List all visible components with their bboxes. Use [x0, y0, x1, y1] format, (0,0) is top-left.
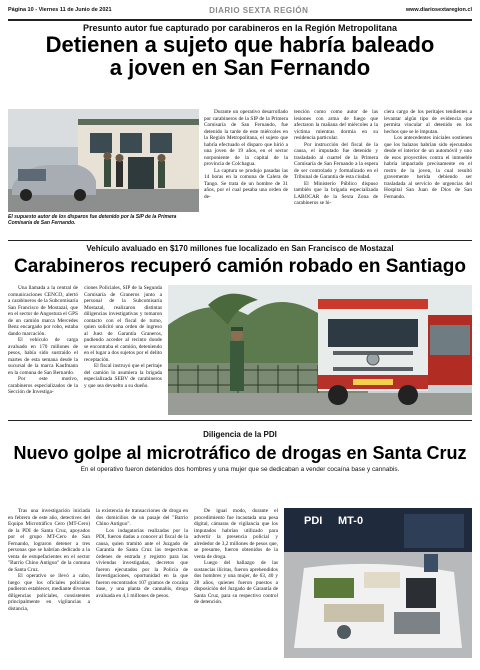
- article1-headline-line1: Detienen a sujeto que habría baleado: [45, 32, 435, 57]
- paragraph: El operativo se llevó a cabo, luego que los oficiales policiales pudieron establecer, mediante diversas diligencias policiales, consistentes principalmente en vigilancias a distancia,: [8, 573, 90, 612]
- paragraph: Por instrucción del fiscal de la causa, el imputado fue detenido y trasladado al cuartel de la Primera Comisaría de San Fernando a la espera de ser controlado y formalizado en el Tribunal de Garantía de esta ciudad.: [294, 141, 378, 180]
- article1-column-1: [204, 109, 288, 200]
- seized-drugs-photo: [284, 508, 472, 658]
- article3-column-3: [194, 508, 278, 606]
- article2-column-1: [8, 285, 78, 396]
- article3-kicker: Diligencia de la PDI: [203, 430, 277, 439]
- paragraph: Tras una investigación iniciada en febrero de este año, detectives del Equipo Microtráfico Cero (MT-Cero) de la PDI de Santa Cruz, apoyados por el grupo MT-Cero de San Fernando, lograron detener a tres personas que se habrían dedicado a la venta de estupefacientes en el sector "Barrio Chino Antiguo" de la comuna de Santa Cruz.: [8, 508, 90, 573]
- sign-text-1: PDI: [304, 515, 323, 527]
- article1-photo: [8, 109, 199, 212]
- article1-caption: El supuesto autor de los disparos fue detenido por la SIP de la Primera Comisaría de San Fernando.: [8, 214, 177, 226]
- paragraph: ciera cargo de los peritajes tendientes a levantar algún tipo de evidencia que permita vincular al detenido en los hechos que se le imputan.: [384, 109, 472, 135]
- article2-headline: Carabineros recuperó camión robado en Santiago: [14, 256, 466, 277]
- article3-headline: Nuevo golpe al microtráfico de drogas en Santa Cruz: [13, 443, 467, 463]
- paragraph: Los antecedentes iniciales sostienen que los balazos habrían sido ejecutados desde el interior de un automóvil y uno de esos proyectiles contra el inmueble habría impactado precisamente en el rostro de la joven, la cual resultó gravemente herida debiendo ser trasladada al servicio de urgencias del Hospital San Juan de Dios de San Fernando.: [384, 135, 472, 200]
- newspaper-title: DIARIO SEXTA REGIÓN: [209, 5, 309, 15]
- paragraph: El fiscal instruyó que el peritaje del camión lo asumiera la brigada especializada SEBV de carabineros y que sea devuelto a su dueño.: [84, 363, 162, 389]
- paragraph: la existencia de transacciones de droga en dos domicilios de un pasaje del "Barrio Chino Antiguo".: [96, 508, 188, 527]
- paragraph: Durante un operativo desarrollado por carabineros de la SIP de la Primera Comisaría de San Fernando, fue detenido la tarde de este miércoles en la Región Metropolitana, el sujeto que habría efectuado el disparo que hirió a una joven de 19 años, en el sector norponiente de la capital de la provincia de Colchagua.: [204, 109, 288, 167]
- paragraph: El vehículo de carga avaluado en 170 millones de pesos, había sido sustraído el martes de esta semana desde la sucursal de la marca Kaufmann en la comuna de San Bernardo.: [8, 337, 78, 376]
- paragraph: Una llamada a la central de comunicaciones CENCO, alertó a carabineros de la Subcomisaría San Francisco de Mostazal, que en el sector de Angostura el GPS de un camión marca Mercedes Benz encargado por robo, estaba dando marcación.: [8, 285, 78, 337]
- recovered-truck-photo: [168, 285, 472, 415]
- masthead-rule: [8, 19, 472, 21]
- article2-kicker: Vehículo avaluado en $170 millones fue localizado en San Francisco de Mostazal: [86, 244, 394, 253]
- page-info: Página 10 - Viernes 11 de Junio de 2021: [8, 7, 112, 13]
- article2-column-2: [84, 285, 162, 389]
- paragraph: Por este motivo, carabineros especializados de la Sección de Investiga-: [8, 376, 78, 395]
- paragraph: De igual modo, durante el procedimiento fue incautada una pesa digital, cámaras de vigilancia que los imputados habrían utilizado para advertir la presencia policial y alrededor de 3,2 millones de pesos que, se presume, fueron obtenidos de la venta de droga.: [194, 508, 278, 560]
- article1-headline-line2: a joven en San Fernando: [109, 55, 371, 80]
- website[interactable]: www.diariosextaregion.cl: [405, 7, 472, 13]
- article1-column-2: [294, 109, 378, 207]
- sign-text-2: MT-0: [338, 515, 364, 527]
- article1-kicker: Presunto autor fue capturado por carabineros en la Región Metropolitana: [82, 23, 398, 33]
- section-divider: [8, 420, 472, 421]
- paragraph: La captura se produjo pasadas las 14 horas en la comuna de Calera de Tango. Se trata de un hombre de 31 años, por el cual pesaba una orden de de-: [204, 167, 288, 200]
- section-divider: [8, 240, 472, 241]
- paragraph: El Ministerio Público dispuso también que la brigada especializada LABOCAR de la Sexta Zona de carabineros se hi-: [294, 180, 378, 206]
- police-station-photo: [8, 109, 199, 212]
- article1-column-3: [384, 109, 472, 200]
- paragraph: ciones Policiales, SIP de la Segunda Comisaría de Graneros junto a personal de la Subcomisaría Mostazal, realizaron distintas diligencias investigativas y tomaron contacto con el fiscal de turno, quien solicitó una orden de ingreso al Juez de Garantía Graneros, pudiendo acceder al recinto donde se encontraba el camión, deteniendo en el lugar a dos sujetos por el delito receptación.: [84, 285, 162, 363]
- paragraph: tención como como autor de las lesiones con arma de fuego que afectaron la mañana del miércoles a la víctima mientras dormía en su residencia particular.: [294, 109, 378, 141]
- article3-deck: En el operativo fueron detenidos dos hombres y una mujer que se dedicaban a vender cocaína base y cannabis.: [80, 466, 400, 473]
- paragraph: Luego del hallazgo de las sustancias ilícitas, fueron aprehendidos dos hombres y una mujer, de 63, 40 y 28 años, quienes fueron puestos a disposición del Juzgado de Garantía de Santa Cruz, para su respectivo control de detención.: [194, 560, 278, 605]
- paragraph: Los indagatorias realizadas por la PDI, fueron dadas a conocer al fiscal de la causa, quien tramitó ante el Juzgado de Garantía de Santa Cruz las respectivas órdenes de entrada y registro para las viviendas investigadas, decretos que fueron ejecutados por la Policía de Investigaciones, oportunidad en la que fueron encontrados 107 gramos de cocaína base, y una planta de cannabis, droga avaluada en 4,1 millones de pesos.: [96, 527, 188, 599]
- article3-column-2: [96, 508, 188, 599]
- article3-photo: [284, 508, 472, 658]
- masthead: [8, 2, 472, 18]
- article3-column-1: [8, 508, 90, 612]
- article2-photo: [168, 285, 472, 415]
